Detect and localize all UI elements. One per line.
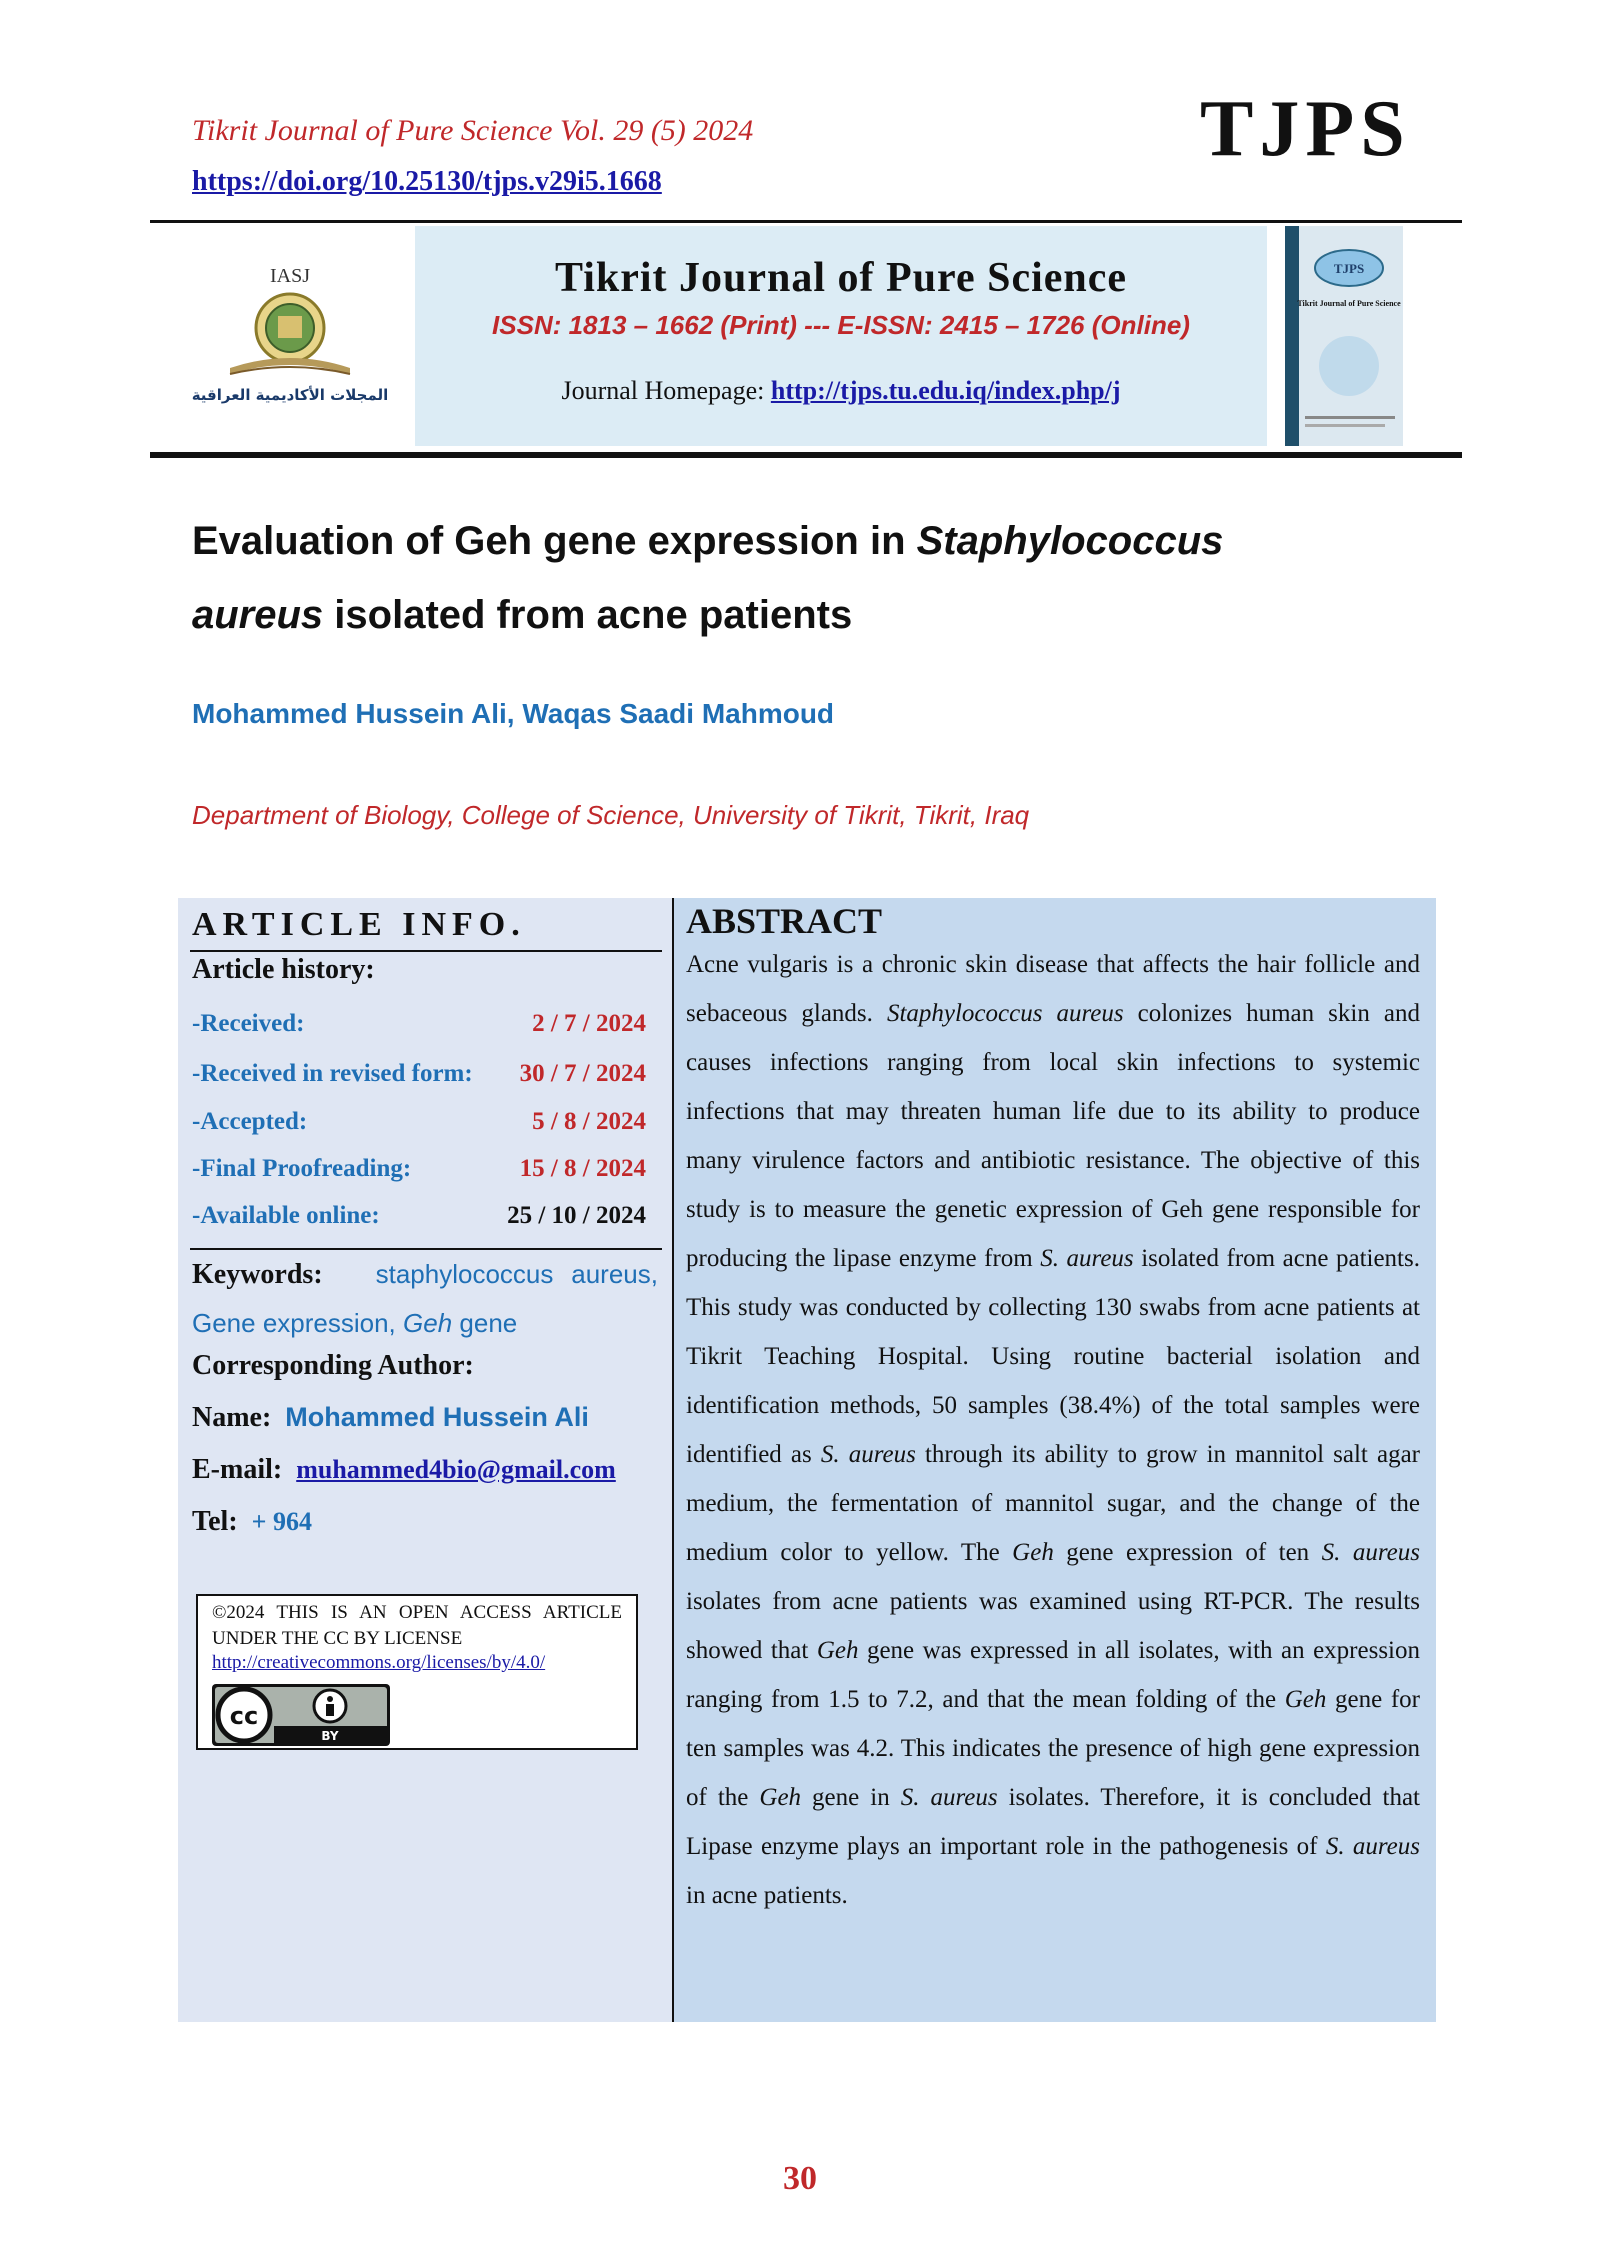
banner-rule (150, 452, 1462, 458)
doi-link[interactable]: https://doi.org/10.25130/tjps.v29i5.1668 (192, 166, 662, 197)
author-name-line (192, 1402, 589, 1434)
name-value: Mohammed Hussein Ali (285, 1402, 589, 1432)
banner-homepage (415, 376, 1267, 406)
journal-cover-image (1285, 226, 1403, 446)
info-rule (190, 950, 662, 952)
license-text: ©2024 THIS IS AN OPEN ACCESS ARTICLE UNDER THE CC BY LICENSE (212, 1602, 622, 1649)
svg-text:cc: cc (229, 1702, 259, 1730)
history-revised-date: 30 / 7 / 2024 (519, 1060, 646, 1087)
page-number: 30 (783, 2160, 817, 2197)
email-link[interactable]: muhammed4bio@gmail.com (296, 1455, 616, 1484)
banner-issn: ISSN: 1813 – 1662 (Print) --- E-ISSN: 2415 – 1726 (Online) (492, 310, 1190, 340)
history-revised-label: -Received in revised form: (192, 1060, 473, 1087)
journal-reference: Tikrit Journal of Pure Science Vol. 29 (5) 2024 (192, 114, 754, 147)
history-accepted-label: -Accepted: (192, 1108, 308, 1135)
article-history-label: Article history: (192, 954, 375, 985)
homepage-label: Journal Homepage: (561, 376, 771, 405)
history-online-label: -Available online: (192, 1202, 380, 1229)
title-text-end: isolated from acne patients (323, 593, 853, 637)
keywords-end: gene (452, 1308, 518, 1338)
tel-value: + 964 (251, 1507, 312, 1536)
article-info-heading: ARTICLE INFO. (192, 906, 526, 943)
keywords-gene: Geh (403, 1308, 453, 1338)
authors: Mohammed Hussein Ali, Waqas Saadi Mahmoud (192, 698, 835, 729)
keywords (192, 1250, 658, 1348)
author-tel-line (192, 1506, 312, 1538)
title-text: Evaluation of Geh gene expression in (192, 519, 917, 563)
keywords-list: staphylococcus aureus, Gene expression, (192, 1259, 658, 1338)
history-proofreading-label: -Final Proofreading: (192, 1155, 412, 1182)
history-received-label: -Received: (192, 1010, 305, 1037)
history-accepted-date: 5 / 8 / 2024 (532, 1108, 646, 1135)
abstract-body: Acne vulgaris is a chronic skin disease that affects the hair follicle and sebaceous glands. Staphylococcus aureus colonizes human skin and causes infections ranging from local skin infections to systemic infections that may threaten human life due to its ability to produce many virulence factors and antibiotic resistance. The objective of this study is to measure the genetic expression of Geh gene responsible for producing the lipase enzyme from S. aureus isolated from acne patients. This study was conducted by collecting 130 swabs from acne patients at Tikrit Teaching Hospital. Using routine bacterial isolation and identification methods, 50 samples (38.4%) of the total samples were identified as S. aureus through its ability to grow in mannitol salt agar medium, the fermentation of mannitol sugar, and the change of the medium color to yellow. The Geh gene expression of ten S. aureus isolates from acne patients was examined using RT-PCR. The results showed that Geh gene was expressed in all isolates, with an expression ranging from 1.5 to 7.2, and that the mean folding of the Geh gene for ten samples was 4.2. This indicates the presence of high gene expression of the Geh gene in S. aureus isolates. Therefore, it is concluded that Lipase enzyme plays an important role in the pathogenesis of S. aureus in acne patients. (686, 951, 1421, 1909)
cover-label: TJPS (1333, 261, 1365, 276)
corresponding-author-label: Corresponding Author: (192, 1350, 474, 1381)
title-species-genus: Staphylococcus (916, 519, 1224, 563)
email-label: E-mail: (192, 1454, 283, 1485)
iasj-logo (190, 260, 390, 410)
history-proofreading-date: 15 / 8 / 2024 (519, 1155, 646, 1182)
cc-badge-text: BY (321, 1729, 339, 1743)
iasj-arabic-text: المجلات الأكاديمية العراقية (191, 386, 389, 404)
paper-title (192, 504, 1442, 652)
name-label: Name: (192, 1402, 272, 1433)
affiliation: Department of Biology, College of Science, University of Tikrit, Tikrit, Iraq (192, 800, 1030, 830)
history-online-date: 25 / 10 / 2024 (507, 1202, 646, 1229)
history-received-date: 2 / 7 / 2024 (532, 1010, 646, 1037)
iasj-logo-text: IASJ (269, 265, 311, 287)
tel-label: Tel: (192, 1506, 238, 1537)
title-species-name: aureus (192, 593, 324, 637)
cc-by-badge-icon (212, 1684, 390, 1746)
header-rule (150, 220, 1462, 223)
license-link[interactable]: http://creativecommons.org/licenses/by/4.0/ (212, 1652, 546, 1673)
homepage-link[interactable]: http://tjps.tu.edu.iq/index.php/j (770, 376, 1121, 405)
banner-journal-title: Tikrit Journal of Pure Science (554, 255, 1128, 301)
tjps-logo: TJPS (1200, 85, 1411, 173)
author-email-line (192, 1454, 616, 1486)
cover-title: Tikrit Journal of Pure Science (1297, 299, 1401, 308)
keywords-label: Keywords: (192, 1259, 323, 1290)
abstract-heading: ABSTRACT (686, 901, 883, 941)
